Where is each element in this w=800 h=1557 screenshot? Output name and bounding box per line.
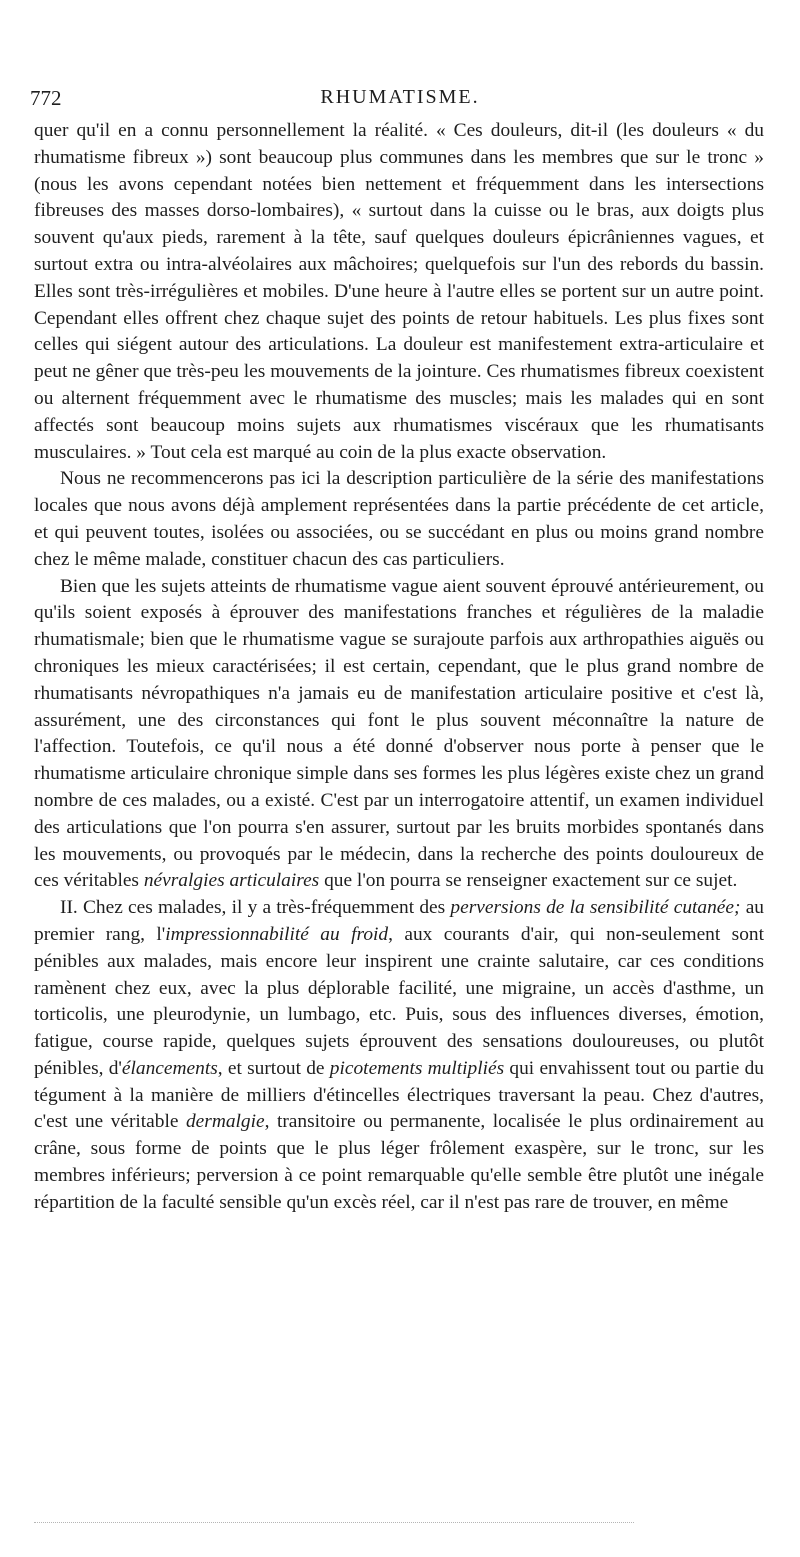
italic-term: dermalgie	[185, 1111, 265, 1133]
text-run: Nous ne recommencerons pas ici la description particulière de la série des manifestations locales que nous avons déjà amplement représentées dans la partie précédente de cet article, et qui peuvent toutes, isolées ou associées, ou se succédant en plus ou moins grand nombre chez le même malade, constituer chacun des cas particuliers.	[34, 468, 764, 570]
text-run: , aux courants d'air, qui non-seulement sont pénibles aux malades, mais encore leur inspirent une crainte salutaire, car ces conditions ramènent chez eux, avec la plus déplorable facilité, une migraine, un accès d'asthme, un torticolis, une pleurodynie, un lumbago, etc. Puis, sous des influences diverses, émotion, fatigue, course rapide, quelques sujets éprouvent des sensations douloureuses, ou plutôt pénibles, d'	[34, 923, 764, 1079]
text-run: quer qu'il en a connu personnellement la réalité. « Ces douleurs, dit-il (les douleurs « du rhumatisme fibreux ») sont beaucoup plus communes dans les membres que sur le tronc » (nous les avons cependant notées bien nettement et fréquemment dans les intersections fibreuses des masses dorso-lombaires), « surtout dans la cuisse ou le bras, aux doigts plus souvent qu'aux pieds, rarement à la tête, sauf quelques douleurs épicrâniennes vagues, et surtout extra ou intra-alvéolaires aux mâchoires; quelquefois sur l'un des rebords du bassin. Elles sont très-irrégulières et mobiles. D'une heure à l'autre elles se portent sur un autre point. Cependant elles offrent chez chaque sujet des points de retour habituels. Les plus fixes sont celles qui siégent autour des articulations. La douleur est manifestement extra-articulaire et peut ne gêner que très-peu les mouvements de la jointure. Ces rhumatismes fibreux coexistent ou alternent fréquemment avec le rhumatisme des muscles; mais les malades qui en sont affectés sont beaucoup moins sujets aux rhumatismes viscéraux que les rhumatisants musculaires. » Tout cela est marqué au coin de la plus exacte observation.	[34, 120, 764, 463]
text-run: , et surtout de	[217, 1057, 330, 1079]
text-run: au premier rang, l'	[34, 897, 764, 945]
text-run: II. Chez ces malades, il y a très-fréquemment des	[60, 897, 451, 919]
footer-divider	[34, 1522, 634, 1523]
text-run: qui envahissent tout ou partie du tégument à la manière de milliers d'étincelles électriques traversant la peau. Chez d'autres, c'est une véritable	[34, 1057, 765, 1133]
paragraph-section-ii	[34, 895, 764, 1217]
paragraph	[34, 574, 764, 896]
text-run: que l'on pourra se renseigner exactement sur ce sujet.	[319, 870, 738, 892]
italic-term: névralgies articulaires	[143, 870, 320, 892]
paragraph-continued	[34, 118, 764, 466]
italic-term: impressionnabilité au froid	[165, 923, 389, 945]
text-run: , transitoire ou permanente, localisée le plus ordinairement au crâne, sous forme de points que le plus léger frôlement exaspère, sur le tronc, sur les membres inférieurs; perversion à ce point remarquable qu'elle semble être plutôt une inégale répartition de la faculté sensible qu'un excès réel, car il n'est pas rare de trouver, en même	[34, 1111, 764, 1213]
italic-term: picotements multipliés	[329, 1057, 505, 1079]
body-text	[34, 118, 764, 1217]
paragraph	[34, 466, 764, 573]
running-header	[30, 86, 770, 116]
text-run: Bien que les sujets atteints de rhumatisme vague aient souvent éprouvé antérieurement, ou qu'ils soient exposés à éprouver des manifestations franches et régulières de la maladie rhumatismale; bien que le rhumatisme vague se surajoute parfois aux arthropathies aiguës ou chroniques les mieux caractérisées; il est certain, cependant, que le plus grand nombre de rhumatisants névropathiques n'a jamais eu de manifestation articulaire positive et c'est là, assurément, une des circonstances qui font le plus souvent méconnaître la nature de l'affection. Toutefois, ce qu'il nous a été donné d'observer nous porte à penser que le rhumatisme articulaire chronique simple dans ses formes les plus légères existe chez un grand nombre de ces malades, ou a existé. C'est par un interrogatoire attentif, un examen individuel des articulations que l'on pourra s'en assurer, surtout par les bruits morbides spontanés dans les mouvements, ou provoqués par le médecin, dans la recherche des points douloureux de ces véritables	[34, 575, 764, 892]
page-number: 772	[30, 86, 62, 110]
running-title: RHUMATISME.	[320, 86, 480, 108]
italic-term: élancements	[121, 1057, 218, 1079]
italic-term: perversions de la sensibilité cutanée;	[450, 897, 741, 919]
